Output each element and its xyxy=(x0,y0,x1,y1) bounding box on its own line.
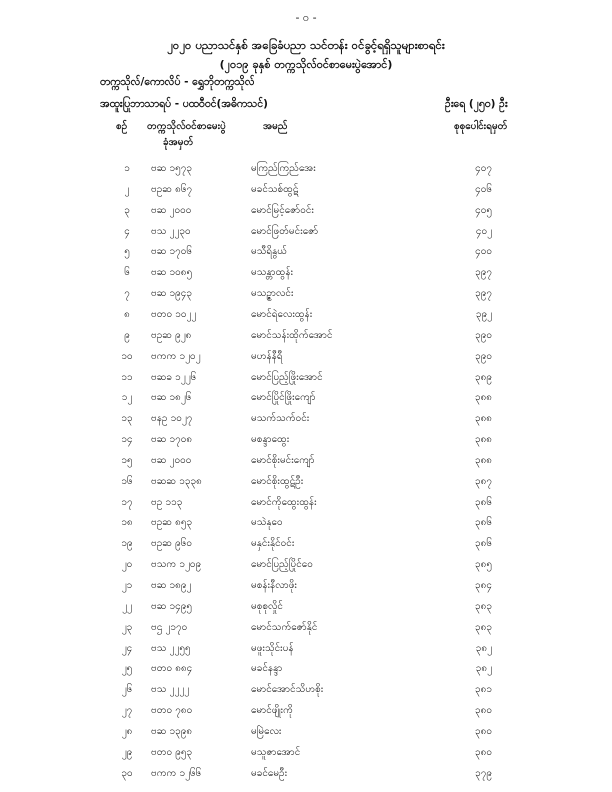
row-reg-number: ဗဆ ၁၇၀၆ xyxy=(151,246,193,258)
row-number: ၅ xyxy=(124,246,130,258)
row-number: ၁၁ xyxy=(121,371,133,383)
row-score: ၃၈၈ xyxy=(474,454,492,466)
row-number: ၁၅ xyxy=(121,454,133,466)
table-row xyxy=(0,370,612,388)
table-row xyxy=(0,599,612,617)
row-number: ၁ xyxy=(124,163,130,174)
page-number: - ၀ - xyxy=(295,11,317,24)
row-number: ၂၅ xyxy=(121,663,133,675)
row-reg-number: ဗဥဆ ၈၆၇ xyxy=(151,183,193,195)
row-number: ၂၀ xyxy=(121,559,133,571)
row-score: ၃၉၀ xyxy=(475,329,492,341)
row-score: ၃၈၈ xyxy=(474,434,492,446)
table-row xyxy=(0,661,612,679)
row-score: ၃၈၂ xyxy=(475,642,492,654)
row-name: မခင်နန္ဒာ xyxy=(251,663,283,675)
row-number: ၆ xyxy=(124,267,130,279)
row-name: မစုစုလှိုင် xyxy=(251,600,283,612)
row-score: ၃၈၃ xyxy=(475,621,492,633)
row-score: ၃၈၃ xyxy=(475,600,492,612)
row-number: ၁၄ xyxy=(121,434,133,446)
row-reg-number: ဗတဝ ၁၀၂၂ xyxy=(151,308,197,320)
table-row xyxy=(0,536,612,554)
row-name: မသီရိနွယ် xyxy=(251,246,287,258)
row-reg-number: ဗသ ၂၂၂၂ xyxy=(151,684,190,696)
table-row xyxy=(0,557,612,575)
table-row xyxy=(0,307,612,325)
row-reg-number: ဗဥဆ ၉၂၈ xyxy=(151,329,192,341)
row-name: မခင်သစ်ထွဋ် xyxy=(251,183,299,195)
row-number: ၂၈ xyxy=(121,725,133,737)
table-row xyxy=(0,515,612,533)
row-name: မောင်ဖျိုးကို xyxy=(251,705,293,717)
header-name: အမည် xyxy=(263,121,288,132)
row-reg-number: ဗဌ ၂၁၇၀ xyxy=(151,621,188,633)
row-name: မနှင်းနိုင်ဝင်း xyxy=(251,538,295,550)
row-reg-number: ဗဆဆ ၁၃၃၈ xyxy=(151,475,202,487)
row-score: ၃၈၄ xyxy=(475,580,492,591)
row-reg-number: ဗဆ ၁၇၀၈ xyxy=(151,434,193,446)
table-row xyxy=(0,578,612,596)
table-row xyxy=(0,265,612,283)
row-score: ၃၈၇ xyxy=(475,475,492,487)
header-reg-sub: ခုံအမှတ် xyxy=(163,137,194,148)
row-reg-number: ဗဆ ၁၀၈၅ xyxy=(151,267,193,279)
row-reg-number: ဗဥဆ ၈၅၃ xyxy=(151,517,193,529)
row-number: ၃၀ xyxy=(121,767,133,779)
row-reg-number: ဗဥ ၁၁၃ xyxy=(151,496,183,508)
table-row xyxy=(0,745,612,763)
row-name: မောင်စိုးထွဋ်ဦး xyxy=(251,475,304,487)
table-row xyxy=(0,432,612,450)
row-name: မောင်မြင့်ဇော်ဝင်း xyxy=(251,204,314,216)
row-number: ၂ xyxy=(124,183,130,195)
row-number: ၁၉ xyxy=(121,538,133,550)
row-score: ၃၈၂ xyxy=(475,663,492,675)
row-number: ၁၂ xyxy=(121,392,133,404)
row-reg-number: ဗဥဆ ၉၆၀ xyxy=(151,538,192,550)
row-score: ၃၈၆ xyxy=(475,538,492,550)
row-reg-number: ဗဆ ၁၅၇၃ xyxy=(151,163,193,174)
row-name: မောင်ကိုထွေးထွန်း xyxy=(251,496,317,508)
row-number: ၂၂ xyxy=(122,600,132,612)
table-row xyxy=(0,328,612,346)
row-score: ၃၈၈ xyxy=(474,413,492,425)
row-name: မမြဲလေး xyxy=(251,725,282,737)
row-name: မောင်သက်ဇော်နိုင် xyxy=(251,621,318,633)
row-number: ၉ xyxy=(124,329,130,341)
row-reg-number: ဗဆ ၁၈၉၂ xyxy=(151,580,192,591)
row-reg-number: ဗဆ ၁၉၄၃ xyxy=(151,288,193,300)
table-row xyxy=(0,453,612,471)
row-number: ၇ xyxy=(124,288,130,300)
table-row xyxy=(0,182,612,200)
row-score: ၄၀၆ xyxy=(475,183,492,195)
table-row xyxy=(0,641,612,659)
table-row xyxy=(0,682,612,700)
document-subtitle: (၂၀၁၉ ခုနှစ် တက္ကသိုလ်ဝင်စာမေးပွဲအောင်) xyxy=(219,58,393,71)
row-number: ၁၀ xyxy=(121,350,133,362)
row-name: မောင်စိုးမင်းကျော် xyxy=(251,454,315,466)
header-score: စုစုပေါင်းရမှတ် xyxy=(454,121,508,132)
row-name: မဖူးသိုင်းပန် xyxy=(251,642,294,654)
row-name: မကြည်ကြည်အေး xyxy=(251,163,316,174)
row-name: မဟန်နီရီ xyxy=(251,350,283,362)
row-number: ၄ xyxy=(124,225,130,237)
row-number: ၁၆ xyxy=(121,475,133,487)
row-score: ၄၀၂ xyxy=(475,225,492,237)
row-score: ၃၈၀ xyxy=(475,746,492,758)
row-number: ၁၇ xyxy=(121,496,133,508)
row-reg-number: ဗဆ ၁၈၂၆ xyxy=(151,392,192,404)
row-score: ၄၀၇ xyxy=(475,163,492,174)
table-row xyxy=(0,411,612,429)
row-reg-number: ဗဆ ၂၀၀၀ xyxy=(151,204,192,216)
table-row xyxy=(0,244,612,262)
row-number: ၂၉ xyxy=(121,746,133,758)
row-score: ၃၉၇ xyxy=(475,267,492,279)
row-score: ၃၈၁ xyxy=(475,684,492,696)
row-reg-number: ဗသ ၂၂၅၅ xyxy=(151,642,191,654)
row-score: ၃၉၀ xyxy=(475,350,492,362)
row-name: မသဉ္ဇာလင်း xyxy=(251,288,294,300)
table-row xyxy=(0,620,612,638)
table-row xyxy=(0,286,612,304)
row-name: မောင်ပြည့်ဖြိုးအောင် xyxy=(251,371,323,383)
row-reg-number: ဗသက ၁၂၀၉ xyxy=(151,559,202,571)
major-label: အထူးပြုဘာသာရပ် - ပထဝီဝင်(အဓိကသင်) xyxy=(100,98,268,110)
row-score: ၃၈၈ xyxy=(474,392,492,404)
row-score: ၄၀၀ xyxy=(475,246,492,258)
row-score: ၃၈၉ xyxy=(475,371,492,383)
row-name: မောင်သန်းထိုက်အောင် xyxy=(251,329,333,341)
row-number: ၁၃ xyxy=(121,413,133,425)
row-name: မသန္တာထွန်း xyxy=(251,267,294,279)
row-reg-number: ဗတဝ ၉၅၃ xyxy=(151,746,193,758)
table-row xyxy=(0,390,612,408)
row-reg-number: ဗဆ ၁၃၉၈ xyxy=(151,725,193,737)
table-row xyxy=(0,495,612,513)
row-score: ၃၇၉ xyxy=(475,767,492,779)
row-name: မောင်ပြည့်ပြိုင်ဝေ xyxy=(251,559,313,571)
row-score: ၃၈၀ xyxy=(475,705,492,717)
row-score: ၃၈၆ xyxy=(475,517,492,529)
row-score: ၃၈၀ xyxy=(475,725,492,737)
row-reg-number: ဗနဥ ၁၀၂၇ xyxy=(151,413,193,425)
row-number: ၂၆ xyxy=(121,684,133,696)
row-score: ၃၈၆ xyxy=(475,496,492,508)
row-number: ၁၈ xyxy=(121,517,133,529)
table-row xyxy=(0,203,612,221)
row-reg-number: ဗဆခ ၁၂၂၆ xyxy=(151,371,197,383)
row-name: မောင်ရဲလေးထွန်း xyxy=(251,308,313,320)
row-score: ၃၉၂ xyxy=(475,308,492,320)
row-score: ၄၀၅ xyxy=(475,204,492,216)
table-row xyxy=(0,724,612,742)
row-name: မခင်မေဦး xyxy=(251,767,288,779)
header-no: စဉ် xyxy=(116,121,128,132)
row-name: မစန္ဒာထွေး xyxy=(251,434,290,446)
row-name: မောင်ဖြတ်မင်းဇော် xyxy=(251,225,319,237)
table-row xyxy=(0,224,612,242)
row-score: ၃၉၇ xyxy=(475,288,492,300)
table-row xyxy=(0,703,612,721)
table-row xyxy=(0,766,612,784)
row-reg-number: ဗကက ၁၂၀၂ xyxy=(151,350,201,362)
row-number: ၂၄ xyxy=(121,642,133,654)
row-number: ၃ xyxy=(124,204,130,216)
row-reg-number: ဗတဝ ၇၈၀ xyxy=(151,705,193,717)
row-reg-number: ဗသ ၂၂၃၀ xyxy=(151,225,191,237)
row-reg-number: ဗဆ ၂၀၀၀ xyxy=(151,454,192,466)
row-score: ၃၈၅ xyxy=(475,559,492,571)
row-number: ၂၇ xyxy=(121,705,133,717)
table-row xyxy=(0,349,612,367)
university-label: တက္ကသိုလ်/ကောလိပ် - ရွှေဘိုတက္ကသိုလ် xyxy=(100,76,255,88)
header-reg: တက္ကသိုလ်ဝင်စာမေးပွဲ xyxy=(147,121,226,132)
row-name: မောင်ပြိုင်ဖြိုးကျော် xyxy=(251,392,316,404)
table-row xyxy=(0,161,612,179)
row-number: ၂၃ xyxy=(121,621,133,633)
document-title: ၂၀၂၀ ပညာသင်နှစ် အခြေခံပညာ သင်တန်း ဝင်ခွင့်ရရှိသူများစာရင်း xyxy=(167,38,445,52)
row-reg-number: ဗတဝ ၈၈၄ xyxy=(151,663,193,675)
row-name: မသဲနုဝေ xyxy=(251,517,283,529)
row-name: မသူဇာအောင် xyxy=(251,746,301,758)
row-reg-number: ဗကက ၁၂၆၆ xyxy=(151,767,202,779)
row-name: မောင်အောင်သိဟစိုး xyxy=(251,684,324,696)
row-name: မသက်သက်ဝင်း xyxy=(251,413,310,425)
table-row xyxy=(0,474,612,492)
row-number: ၈ xyxy=(124,308,130,320)
row-name: မစန်းနီလာဖိုး xyxy=(251,580,297,591)
intake-count: ဦးရေ (၂၅၀) ဦး xyxy=(445,98,508,110)
row-number: ၂၁ xyxy=(121,580,133,591)
row-reg-number: ဗဆ ၁၄၉၅ xyxy=(151,600,193,612)
